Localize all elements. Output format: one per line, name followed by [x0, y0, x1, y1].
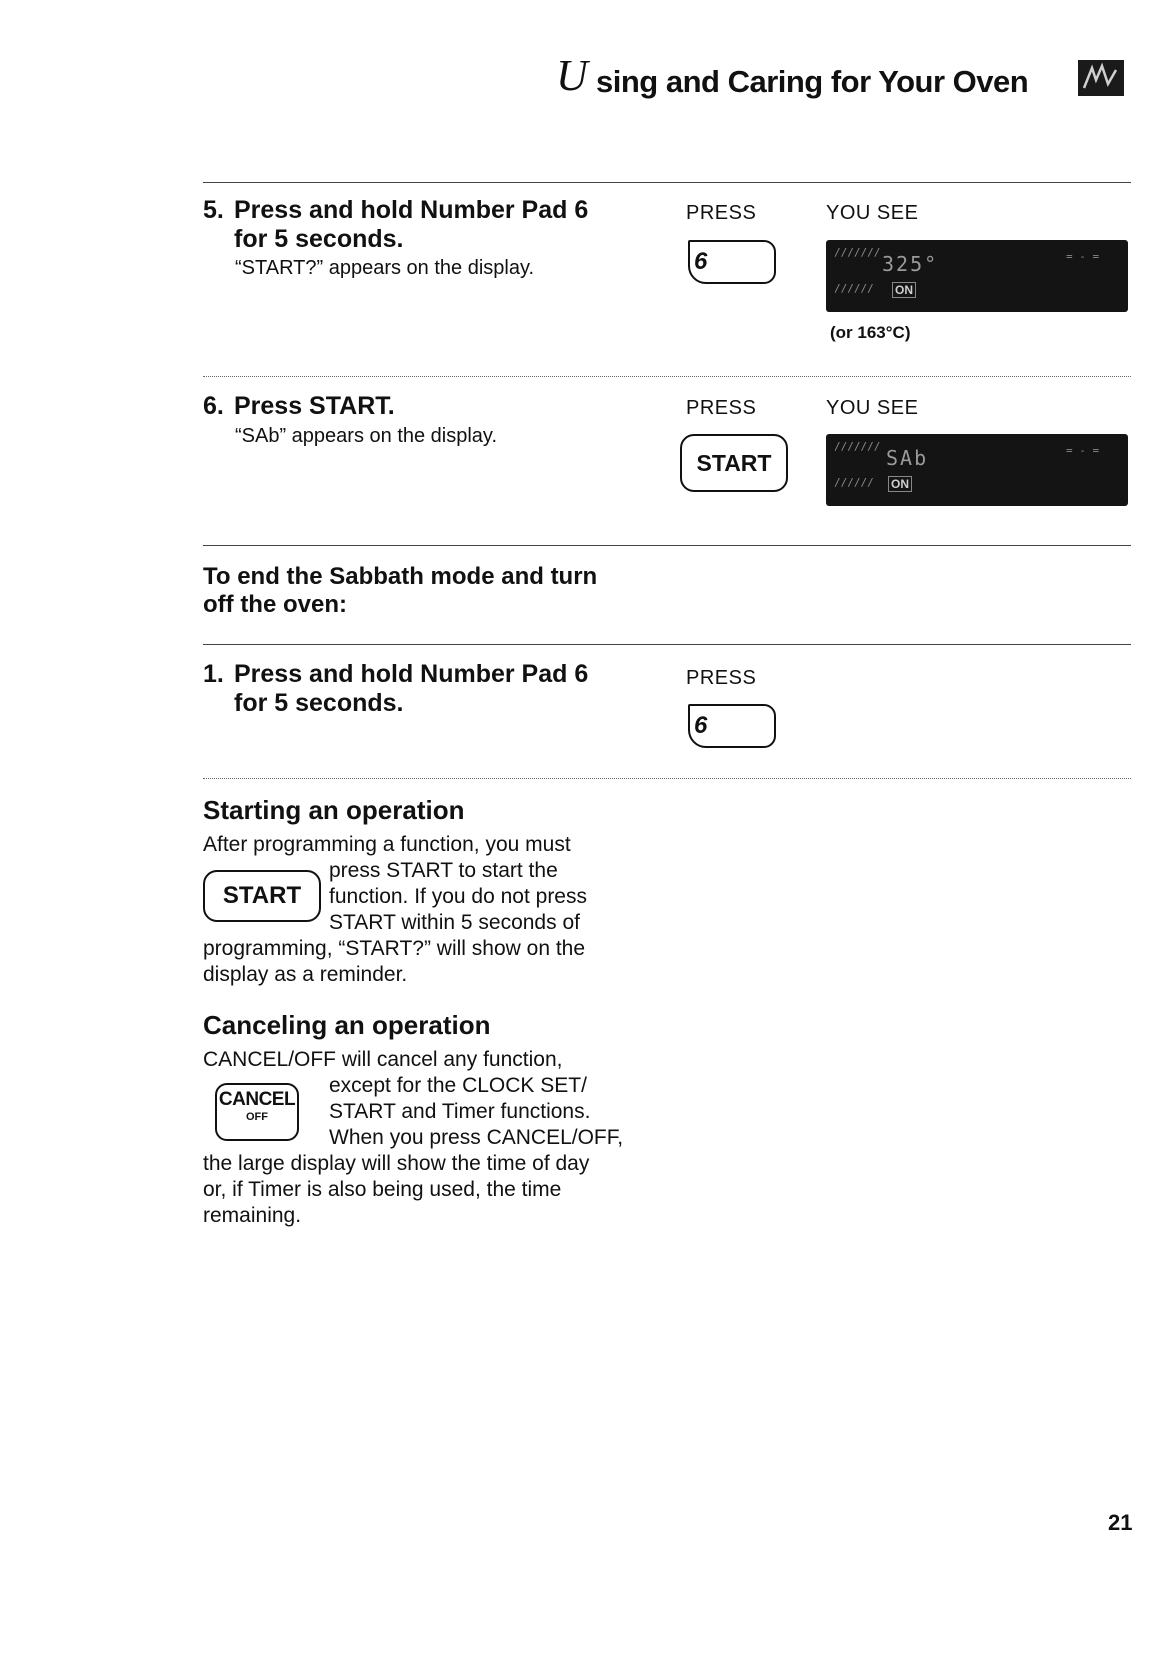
starting-line-2: press START to start the — [329, 859, 558, 882]
canceling-line-7: remaining. — [203, 1204, 302, 1227]
step-5-number: 5. — [203, 196, 224, 224]
divider — [203, 182, 1131, 183]
divider — [203, 376, 1131, 377]
step-5-title-line1: Press and hold Number Pad 6 — [234, 196, 589, 224]
header-title: sing and Caring for Your Oven — [596, 64, 1029, 99]
end-sabbath-title — [203, 563, 597, 619]
page-number: 21 — [1108, 1510, 1133, 1535]
number-pad-6-key[interactable]: 6 — [688, 240, 776, 284]
oven-display-sab: /////// SAb ////// ON = - = — [826, 434, 1128, 506]
canceling-line-1: CANCEL/OFF will cancel any function, — [203, 1048, 563, 1071]
start-key[interactable]: START — [680, 434, 788, 492]
off-key-label: OFF — [246, 1111, 268, 1123]
step-6-number: 6. — [203, 392, 224, 420]
starting-line-4: START within 5 seconds of — [329, 911, 580, 934]
starting-heading: Starting an operation — [203, 795, 465, 825]
step-5-you-see-label: YOU SEE — [826, 202, 919, 224]
step-1-press-label: PRESS — [686, 667, 757, 689]
header-title-initial: U — [556, 51, 588, 100]
start-key-icon: START — [203, 870, 321, 922]
step-6-description: “SAb” appears on the display. — [235, 425, 498, 447]
step-5-press-label: PRESS — [686, 202, 757, 224]
divider — [203, 644, 1131, 645]
canceling-line-4: When you press CANCEL/OFF, — [329, 1126, 624, 1149]
step-5-title-line2: for 5 seconds. — [234, 225, 404, 253]
step-1-title — [203, 660, 588, 718]
step-6-you-see-label: YOU SEE — [826, 397, 919, 419]
end-sabbath-title-line2: off the oven: — [203, 591, 347, 618]
number-pad-6-key[interactable]: 6 — [688, 704, 776, 748]
starting-line-5: programming, “START?” will show on the — [203, 937, 586, 960]
step-5-description: “START?” appears on the display. — [235, 257, 535, 279]
step-1-title-line2: for 5 seconds. — [234, 689, 404, 717]
starting-line-6: display as a reminder. — [203, 963, 408, 986]
canceling-heading: Canceling an operation — [203, 1010, 491, 1040]
oven-display-start: /////// 325° ////// ON = - = — [826, 240, 1128, 312]
display-on-indicator: ON — [892, 282, 916, 298]
step-6-title — [203, 392, 395, 421]
cancel-off-key-icon — [215, 1083, 299, 1141]
brand-logo — [1078, 60, 1124, 96]
step-5-note: (or 163°C) — [830, 323, 911, 342]
step-6-title-text: Press START. — [234, 392, 395, 420]
step-1-title-line1: Press and hold Number Pad 6 — [234, 660, 589, 688]
cancel-key-label: CANCEL — [218, 1089, 296, 1110]
end-sabbath-title-line1: To end the Sabbath mode and turn — [203, 563, 598, 590]
step-1-number: 1. — [203, 660, 224, 688]
divider — [203, 545, 1131, 546]
canceling-line-2: except for the CLOCK SET/ — [329, 1074, 587, 1097]
starting-line-1: After programming a function, you must — [203, 833, 571, 856]
display-on-indicator: ON — [888, 476, 912, 492]
canceling-line-3: START and Timer functions. — [329, 1100, 591, 1123]
step-6-press-label: PRESS — [686, 397, 757, 419]
page-header — [556, 51, 1156, 108]
canceling-line-6: or, if Timer is also being used, the time — [203, 1178, 562, 1201]
starting-line-3: function. If you do not press — [329, 885, 587, 908]
step-5-title — [203, 196, 588, 254]
divider — [203, 778, 1131, 779]
canceling-line-5: the large display will show the time of day — [203, 1152, 590, 1175]
